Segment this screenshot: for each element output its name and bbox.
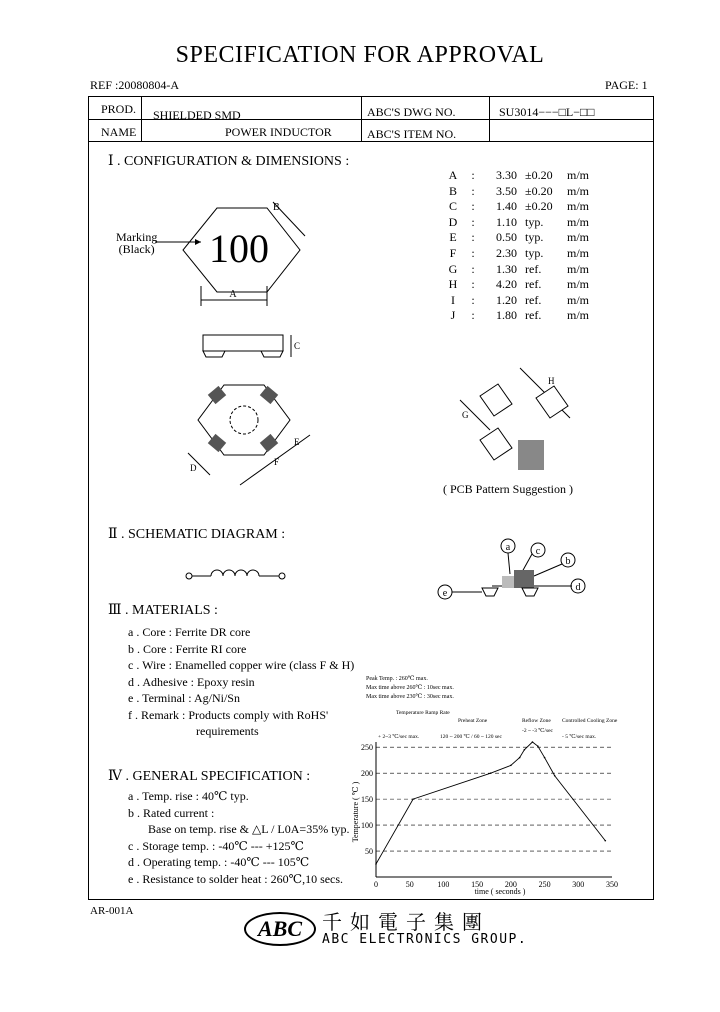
chart-x-tick-label: 100 [437,880,450,889]
chart-note: Max time above 230℃ : 30sec max. [366,694,454,700]
materials-item: e . Terminal : Ag/Ni/Sn [128,691,240,705]
chart-data-point [510,765,512,767]
cross-section-winding [502,576,514,588]
chart-x-tick-label: 50 [405,880,414,889]
cross-section-core [514,570,534,588]
header-col-divider-1 [141,97,142,141]
pcb-pattern-drawing [450,360,600,480]
document-title: SPECIFICATION FOR APPROVAL [175,42,545,68]
materials-item: a . Core : Ferrite DR core [128,625,251,639]
callout-c-label: c [535,546,541,557]
dimension-row: G : 1.30 ref. m/m [448,261,590,276]
header-col-divider-2 [361,97,362,141]
chart-data-point [544,757,546,759]
spec-item: e . Resistance to solder heat : 260℃,10 secs. [128,871,344,886]
bottom-pad-2 [260,386,278,404]
callout-e-label: e [442,588,448,599]
materials-item: c . Wire : Enamelled copper wire (class F & H) [128,658,355,672]
schematic-coil [211,570,259,576]
chart-x-tick-label: 350 [606,880,618,889]
chart-series-line [376,742,605,864]
zone-label: Temperature Ramp Rate [396,710,450,716]
form-code: AR-001A [90,905,134,917]
materials-item: b . Core : Ferrite RI core [128,641,247,656]
dimension-row: H : 4.20 ref. m/m [448,277,590,292]
chart-data-point [412,798,414,800]
cross-section-drawing [432,536,592,606]
dwg-value: SU3014−−−□L−□□ [499,105,595,119]
chart-data-point [532,741,534,743]
general-spec-list [128,788,368,887]
callout-c-leader [522,554,532,572]
chart-plot-area [361,741,618,889]
dimension-row: B : 3.50 ±0.20 m/m [448,183,590,198]
bottom-core-circle [230,406,258,434]
spec-item: b . Rated current : [128,805,215,820]
pcb-pad-4 [518,440,544,470]
dim-a-label: A [229,289,237,300]
prod-value: SHIELDED SMD [153,108,241,122]
pcb-dim-h-label: H [548,376,555,386]
spec-item: Base on temp. rise & △L / L0A=35% typ. [148,822,350,836]
side-terminal-left [203,351,225,357]
dim-c-label: C [294,341,301,351]
dwg-label: ABC'S DWG NO. [367,105,456,119]
zone-note: -2 ~ -3 ℃/sec [522,728,553,734]
chart-data-point [554,775,556,777]
chart-data-point [519,757,521,759]
marking-label-line2: (Black) [118,242,155,256]
page-number: PAGE: 1 [605,78,648,92]
name-label: NAME [101,125,137,139]
side-terminal-right [261,351,283,357]
materials-item: d . Adhesive : Epoxy resin [128,674,255,689]
pcb-pad-3 [480,428,512,460]
chart-data-point [524,749,526,751]
chart-y-tick-label: 250 [361,743,373,753]
item-label: ABC'S ITEM NO. [367,127,457,141]
spec-item: d . Operating temp. : -40℃ --- 105℃ [128,855,310,869]
chart-note: Peak Temp. : 260℃ max. [366,676,428,682]
dimension-table [443,168,597,324]
chart-x-tick-label: 300 [572,880,585,889]
dimension-row: E : 0.50 typ. m/m [449,230,590,245]
zone-note: 120 ~ 200 ℃ / 60 ~ 120 sec [440,734,502,740]
spec-item: c . Storage temp. : -40℃ --- +125℃ [128,838,304,853]
pcb-dim-g-label: G [462,410,469,420]
section-2-title: Ⅱ . SCHEMATIC DIAGRAM : [108,527,286,542]
side-view-body [203,335,283,351]
pcb-caption: ( PCB Pattern Suggestion ) [443,482,574,496]
bottom-pad-1 [208,386,226,404]
schematic-terminal-left [186,573,192,579]
chart-x-tick-label: 250 [538,880,551,889]
dimension-row: F : 2.30 typ. m/m [449,245,590,260]
chart-ylabel: Temperature ( ℃ ) [351,781,360,843]
ref-number: REF :20080804-A [90,78,180,92]
zone-label: Reflow Zone [522,718,551,724]
spec-item: a . Temp. rise : 40℃ typ. [128,789,249,803]
callout-b-leader [534,564,562,576]
marking-label [116,231,157,255]
top-view-drawing [155,190,325,310]
zone-note: + 2~3 ℃/sec max. [378,734,420,740]
section-3-title: Ⅲ . MATERIALS : [108,603,218,618]
chart-y-tick-label: 50 [365,847,373,857]
callout-a-leader [508,553,510,574]
dim-d-label: D [190,463,197,473]
marking-label-line1: Marking [116,230,158,244]
chart-data-point [375,863,377,865]
chart-data-point [490,772,492,774]
callout-a-label: a [505,542,511,553]
zone-label: Preheat Zone [458,718,488,724]
materials-item: f . Remark : Products comply with RoHS' [128,707,329,722]
chart-xlabel: time ( seconds ) [474,887,526,896]
chart-x-tick-label: 200 [504,880,517,889]
dimension-row: A : 3.30 ±0.20 m/m [448,168,590,182]
company-name-english: ABC ELECTRONICS GROUP. [322,932,528,947]
dimension-row: D : 1.10 typ. m/m [448,214,590,229]
dim-e-label: E [294,437,300,447]
chart-x-tick-label: 150 [471,880,484,889]
bottom-pad-4 [260,434,278,452]
reflow-profile-chart [350,672,640,897]
section-1-title: Ⅰ . CONFIGURATION & DIMENSIONS : [108,154,350,169]
callout-b-label: b [565,556,571,567]
abc-logo: ABC [244,912,316,946]
zone-note: - 5 ℃/sec max. [562,734,597,740]
header-col-divider-3 [489,97,490,141]
chart-data-point [604,840,606,842]
cross-section-terminal-left [482,588,498,596]
pcb-pad-1 [480,384,512,416]
cross-section-terminal-right [522,588,538,596]
chart-y-tick-label: 200 [361,769,373,779]
side-view-drawing [195,330,310,365]
marking-text: 100 [209,226,269,271]
chart-y-tick-label: 150 [361,795,373,805]
dimension-row: I : 1.20 ref. m/m [451,292,590,307]
pcb-pad-2 [536,386,568,418]
section-4-title: Ⅳ . GENERAL SPECIFICATION : [108,769,311,784]
zone-label: Controlled Cooling Zone [562,718,618,724]
schematic-terminal-right [279,573,285,579]
schematic-symbol [185,566,295,586]
chart-x-tick-label: 0 [374,880,378,889]
prod-label: PROD. [101,102,137,116]
chart-y-tick-label: 100 [361,821,373,831]
dimension-row: J : 1.80 ref. m/m [450,308,590,323]
dimension-row: C : 1.40 ±0.20 m/m [448,199,590,214]
dim-b-label: B [273,202,280,213]
company-name-chinese: 千如電子集團 [322,912,490,934]
chart-note: Max time above 260℃ : 10sec max. [366,685,454,691]
marking-arrowhead [195,239,201,245]
bottom-view-drawing [180,375,320,495]
name-value: POWER INDUCTOR [225,125,332,139]
callout-d-label: d [575,582,581,593]
dim-f-label: F [274,457,280,467]
materials-remark-continued: requirements [196,724,259,738]
chart-data-point [537,745,539,747]
materials-list [128,624,368,740]
